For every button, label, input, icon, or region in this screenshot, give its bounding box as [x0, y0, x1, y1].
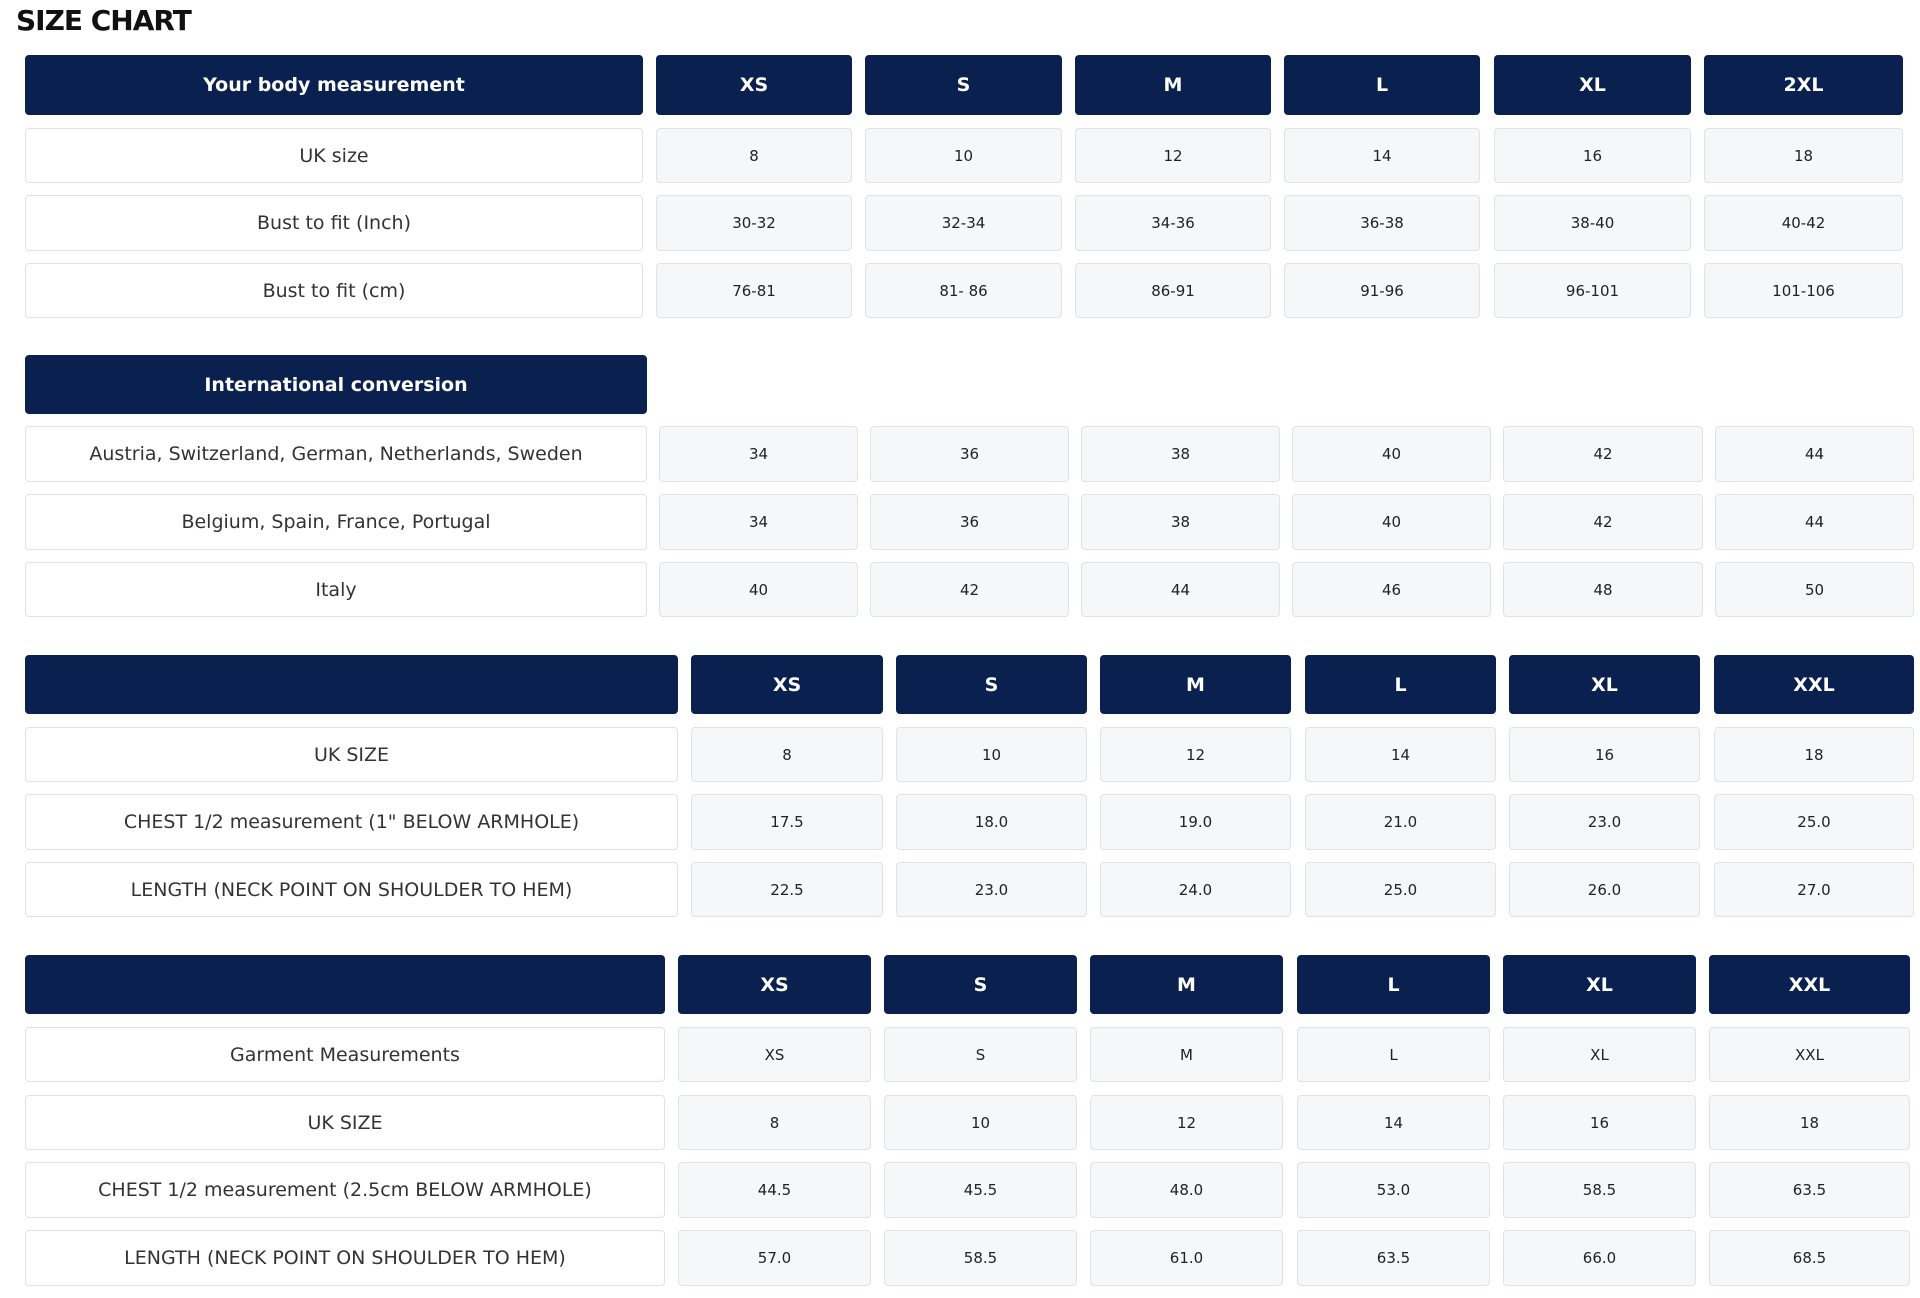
page-title: SIZE CHART	[16, 4, 191, 37]
size-header: XXL	[1709, 955, 1910, 1014]
size-header: XS	[656, 55, 852, 115]
body-header-label: Your body measurement	[25, 55, 643, 115]
table-cell: 34	[659, 494, 858, 550]
size-header: L	[1284, 55, 1480, 115]
table-cell: 22.5	[691, 862, 883, 917]
table-cell: 10	[865, 128, 1062, 183]
table-cell: 81- 86	[865, 263, 1062, 318]
table-cell: 32-34	[865, 195, 1062, 251]
table-cell: 18	[1714, 727, 1914, 782]
table-cell: 66.0	[1503, 1230, 1696, 1286]
table-cell: 44	[1081, 562, 1280, 617]
row-label: Austria, Switzerland, German, Netherlands, Sweden	[25, 426, 647, 482]
table-cell: 44	[1715, 426, 1914, 482]
size-header: L	[1305, 655, 1496, 714]
table-header-corner	[25, 655, 678, 714]
table-cell: S	[884, 1027, 1077, 1082]
table-cell: 14	[1297, 1095, 1490, 1150]
table-cell: 42	[1503, 426, 1703, 482]
size-header: XL	[1503, 955, 1696, 1014]
table-cell: 61.0	[1090, 1230, 1283, 1286]
table-cell: XL	[1503, 1027, 1696, 1082]
size-header: XL	[1494, 55, 1691, 115]
table-cell: 63.5	[1709, 1162, 1910, 1218]
table-cell: 40	[1292, 494, 1491, 550]
table-cell: XS	[678, 1027, 871, 1082]
size-header: S	[865, 55, 1062, 115]
row-label: Garment Measurements	[25, 1027, 665, 1082]
size-header: S	[884, 955, 1077, 1014]
table-cell: 34	[659, 426, 858, 482]
row-label: Italy	[25, 562, 647, 617]
row-label: LENGTH (NECK POINT ON SHOULDER TO HEM)	[25, 862, 678, 917]
table-cell: 50	[1715, 562, 1914, 617]
table-cell: 18.0	[896, 794, 1087, 850]
table-cell: 40-42	[1704, 195, 1903, 251]
intl-header-label: International conversion	[25, 355, 647, 414]
table-cell: 68.5	[1709, 1230, 1910, 1286]
row-label: Belgium, Spain, France, Portugal	[25, 494, 647, 550]
row-label: UK SIZE	[25, 1095, 665, 1150]
size-header: M	[1075, 55, 1271, 115]
table-cell: 40	[659, 562, 858, 617]
table-cell: 36	[870, 494, 1069, 550]
table-cell: 53.0	[1297, 1162, 1490, 1218]
table-cell: 91-96	[1284, 263, 1480, 318]
table-cell: 48.0	[1090, 1162, 1283, 1218]
table-cell: 25.0	[1714, 794, 1914, 850]
table-cell: 16	[1509, 727, 1700, 782]
table-cell: 36-38	[1284, 195, 1480, 251]
table-cell: 36	[870, 426, 1069, 482]
table-cell: 8	[656, 128, 852, 183]
table-cell: 46	[1292, 562, 1491, 617]
table-cell: 76-81	[656, 263, 852, 318]
table-cell: 27.0	[1714, 862, 1914, 917]
size-header: 2XL	[1704, 55, 1903, 115]
table-cell: 18	[1709, 1095, 1910, 1150]
table-cell: 26.0	[1509, 862, 1700, 917]
size-header: XL	[1509, 655, 1700, 714]
size-header: L	[1297, 955, 1490, 1014]
row-label: CHEST 1/2 measurement (1" BELOW ARMHOLE)	[25, 794, 678, 850]
table-cell: 86-91	[1075, 263, 1271, 318]
table-cell: 44.5	[678, 1162, 871, 1218]
table-cell: 44	[1715, 494, 1914, 550]
table-cell: 57.0	[678, 1230, 871, 1286]
table-cell: 25.0	[1305, 862, 1496, 917]
row-label: Bust to fit (Inch)	[25, 195, 643, 251]
table-cell: 23.0	[896, 862, 1087, 917]
row-label: LENGTH (NECK POINT ON SHOULDER TO HEM)	[25, 1230, 665, 1286]
table-cell: 48	[1503, 562, 1703, 617]
table-cell: 21.0	[1305, 794, 1496, 850]
table-cell: 45.5	[884, 1162, 1077, 1218]
row-label: Bust to fit (cm)	[25, 263, 643, 318]
table-cell: 58.5	[884, 1230, 1077, 1286]
table-cell: 17.5	[691, 794, 883, 850]
table-cell: 42	[1503, 494, 1703, 550]
row-label: UK size	[25, 128, 643, 183]
size-header: XS	[678, 955, 871, 1014]
table-cell: 14	[1305, 727, 1496, 782]
table-cell: 38	[1081, 426, 1280, 482]
table-cell: 14	[1284, 128, 1480, 183]
table-cell: 23.0	[1509, 794, 1700, 850]
table-cell: 96-101	[1494, 263, 1691, 318]
table-cell: 12	[1090, 1095, 1283, 1150]
table-cell: 8	[678, 1095, 871, 1150]
table-cell: 101-106	[1704, 263, 1903, 318]
table-cell: 30-32	[656, 195, 852, 251]
table-cell: 40	[1292, 426, 1491, 482]
table-cell: 18	[1704, 128, 1903, 183]
row-label: UK SIZE	[25, 727, 678, 782]
size-header: XS	[691, 655, 883, 714]
table-cell: 16	[1494, 128, 1691, 183]
size-header: S	[896, 655, 1087, 714]
table-header-corner	[25, 955, 665, 1014]
row-label: CHEST 1/2 measurement (2.5cm BELOW ARMHOLE)	[25, 1162, 665, 1218]
table-cell: 42	[870, 562, 1069, 617]
size-header: M	[1100, 655, 1291, 714]
table-cell: 19.0	[1100, 794, 1291, 850]
table-cell: XXL	[1709, 1027, 1910, 1082]
table-cell: 38	[1081, 494, 1280, 550]
table-cell: 16	[1503, 1095, 1696, 1150]
table-cell: L	[1297, 1027, 1490, 1082]
table-cell: 34-36	[1075, 195, 1271, 251]
table-cell: 8	[691, 727, 883, 782]
size-header: XXL	[1714, 655, 1914, 714]
table-cell: 12	[1075, 128, 1271, 183]
table-cell: 12	[1100, 727, 1291, 782]
table-cell: 63.5	[1297, 1230, 1490, 1286]
table-cell: 10	[896, 727, 1087, 782]
size-header: M	[1090, 955, 1283, 1014]
table-cell: 58.5	[1503, 1162, 1696, 1218]
table-cell: 38-40	[1494, 195, 1691, 251]
table-cell: 24.0	[1100, 862, 1291, 917]
table-cell: M	[1090, 1027, 1283, 1082]
table-cell: 10	[884, 1095, 1077, 1150]
